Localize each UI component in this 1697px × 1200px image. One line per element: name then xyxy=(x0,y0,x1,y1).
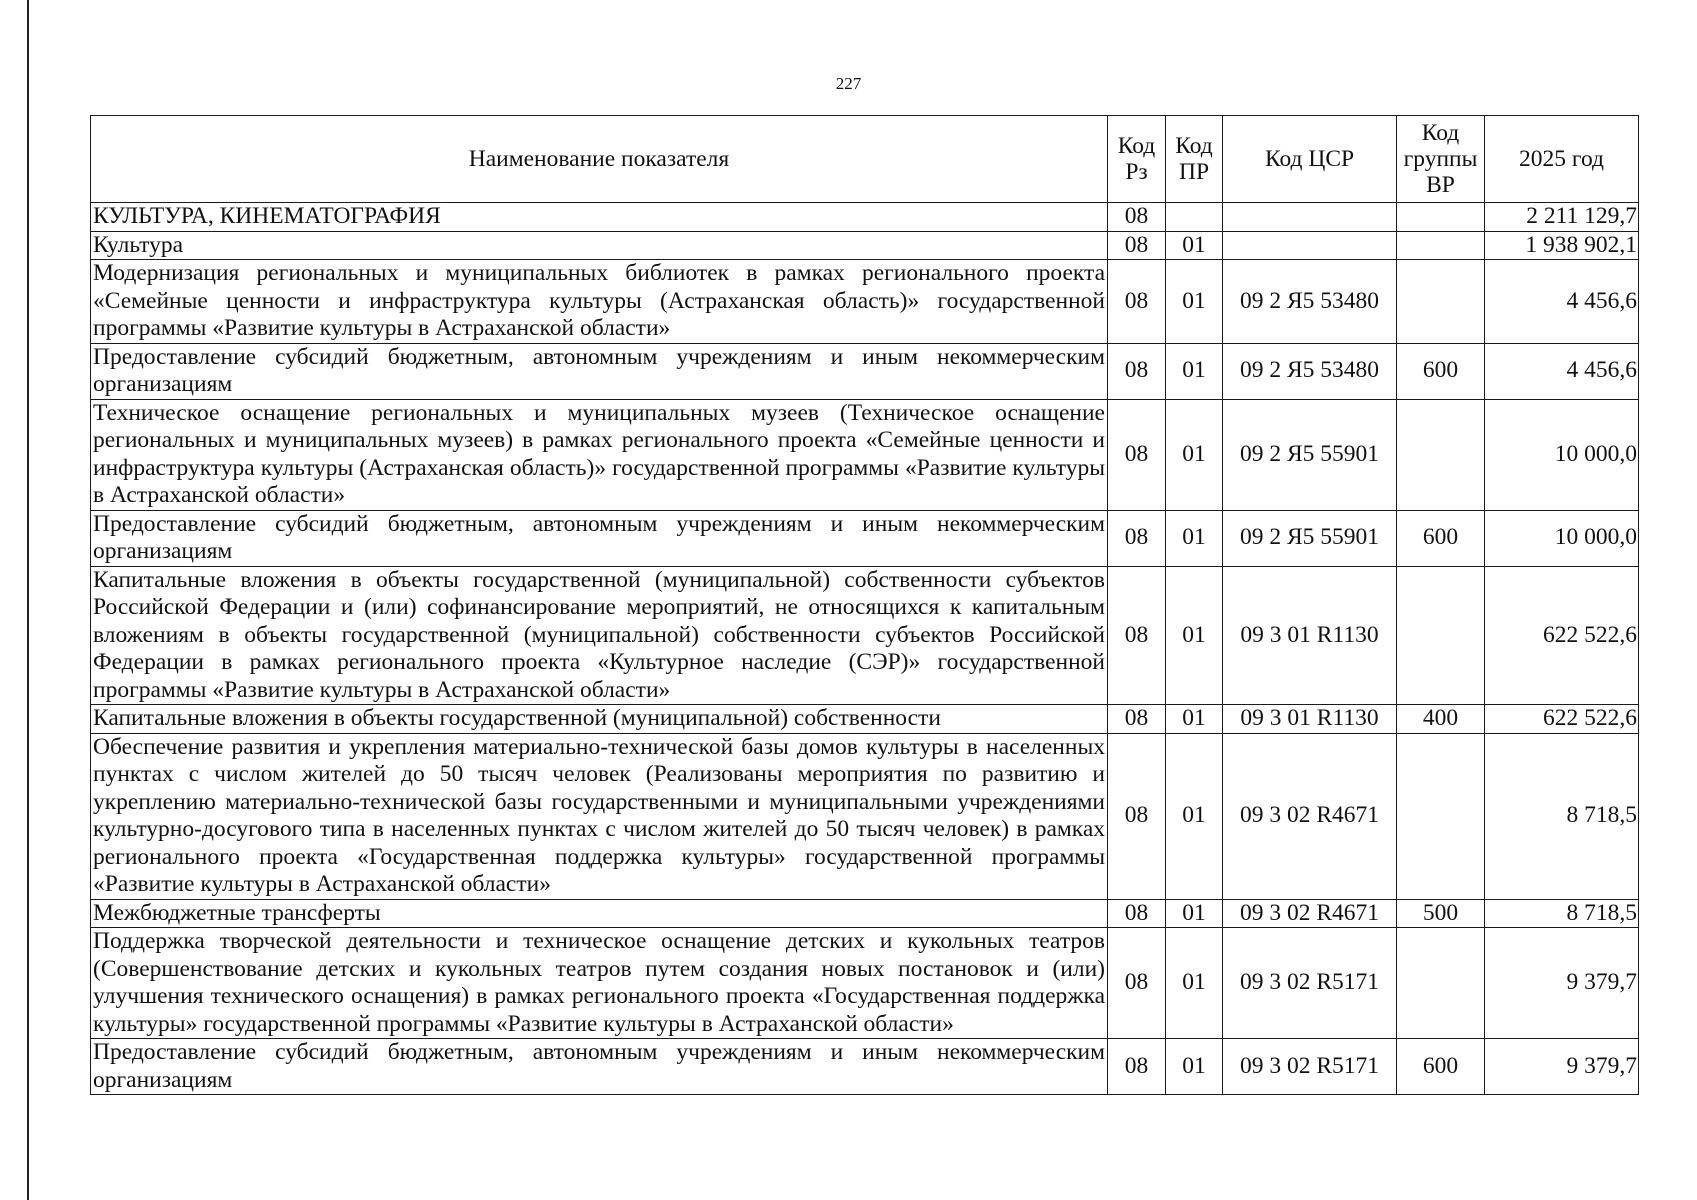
cell-csr: 09 2 Я5 55901 xyxy=(1223,399,1397,510)
cell-vr xyxy=(1397,203,1485,232)
table-row xyxy=(91,899,1639,928)
cell-csr: 09 2 Я5 53480 xyxy=(1223,343,1397,399)
cell-pr: 01 xyxy=(1166,1039,1223,1095)
cell-amount: 622 522,6 xyxy=(1485,705,1639,734)
cell-name: Культура xyxy=(91,231,1108,260)
cell-vr xyxy=(1397,733,1485,899)
header-name: Наименование показателя xyxy=(91,116,1108,203)
cell-amount: 9 379,7 xyxy=(1485,1039,1639,1095)
cell-csr: 09 2 Я5 55901 xyxy=(1223,510,1397,566)
cell-pr: 01 xyxy=(1166,343,1223,399)
cell-amount: 10 000,0 xyxy=(1485,510,1639,566)
cell-amount: 2 211 129,7 xyxy=(1485,203,1639,232)
cell-name: Капитальные вложения в объекты государственной (муниципальной) собственности xyxy=(91,705,1108,734)
table-header xyxy=(91,116,1639,203)
cell-csr: 09 3 02 R4671 xyxy=(1223,899,1397,928)
table-row xyxy=(91,1039,1639,1095)
cell-rz: 08 xyxy=(1108,928,1166,1039)
header-amount: 2025 год xyxy=(1485,116,1639,203)
header-rz xyxy=(1108,116,1166,203)
cell-name: Предоставление субсидий бюджетным, автономным учреждениям и иным некоммерческим организациям xyxy=(91,343,1108,399)
budget-table xyxy=(90,115,1639,1095)
cell-name: Обеспечение развития и укрепления материально-технической базы домов культуры в населенных пунктах с числом жителей до 50 тысяч человек (Реализованы мероприятия по развитию и укреплению материально-технической базы государственными и муниципальными учреждениями культурно-досугового типа в населенных пунктах с числом жителей до 50 тысяч человек) в рамках регионального проекта «Государственная поддержка культуры» государственной программы «Развитие культуры в Астраханской области» xyxy=(91,733,1108,899)
table-row xyxy=(91,399,1639,510)
cell-rz: 08 xyxy=(1108,260,1166,344)
cell-amount: 10 000,0 xyxy=(1485,399,1639,510)
cell-name: Межбюджетные трансферты xyxy=(91,899,1108,928)
cell-pr xyxy=(1166,203,1223,232)
cell-amount: 622 522,6 xyxy=(1485,566,1639,705)
table-row xyxy=(91,231,1639,260)
cell-rz: 08 xyxy=(1108,899,1166,928)
cell-vr: 600 xyxy=(1397,510,1485,566)
cell-pr: 01 xyxy=(1166,928,1223,1039)
cell-vr xyxy=(1397,260,1485,344)
table-row xyxy=(91,566,1639,705)
header-pr xyxy=(1166,116,1223,203)
cell-amount: 8 718,5 xyxy=(1485,733,1639,899)
cell-name: Предоставление субсидий бюджетным, автономным учреждениям и иным некоммерческим организациям xyxy=(91,510,1108,566)
cell-pr: 01 xyxy=(1166,566,1223,705)
table-row xyxy=(91,510,1639,566)
cell-amount: 9 379,7 xyxy=(1485,928,1639,1039)
cell-csr xyxy=(1223,231,1397,260)
cell-csr: 09 2 Я5 53480 xyxy=(1223,260,1397,344)
cell-rz: 08 xyxy=(1108,1039,1166,1095)
cell-rz: 08 xyxy=(1108,733,1166,899)
cell-pr: 01 xyxy=(1166,260,1223,344)
cell-vr xyxy=(1397,399,1485,510)
header-rz-line-2: Рз xyxy=(1125,159,1148,185)
cell-pr: 01 xyxy=(1166,733,1223,899)
cell-vr: 500 xyxy=(1397,899,1485,928)
cell-rz: 08 xyxy=(1108,231,1166,260)
header-vr xyxy=(1397,116,1485,203)
table-body xyxy=(91,203,1639,1095)
cell-amount: 4 456,6 xyxy=(1485,343,1639,399)
table-row xyxy=(91,343,1639,399)
cell-pr: 01 xyxy=(1166,899,1223,928)
cell-rz: 08 xyxy=(1108,510,1166,566)
cell-amount: 1 938 902,1 xyxy=(1485,231,1639,260)
cell-csr: 09 3 01 R1130 xyxy=(1223,705,1397,734)
cell-name: КУЛЬТУРА, КИНЕМАТОГРАФИЯ xyxy=(91,203,1108,232)
cell-rz: 08 xyxy=(1108,203,1166,232)
cell-vr: 600 xyxy=(1397,343,1485,399)
cell-pr: 01 xyxy=(1166,231,1223,260)
cell-name: Предоставление субсидий бюджетным, автономным учреждениям и иным некоммерческим организациям xyxy=(91,1039,1108,1095)
header-rz-line-1: Код xyxy=(1117,133,1156,159)
cell-rz: 08 xyxy=(1108,705,1166,734)
cell-pr: 01 xyxy=(1166,399,1223,510)
header-row xyxy=(91,116,1639,203)
cell-name: Капитальные вложения в объекты государственной (муниципальной) собственности субъектов Российской Федерации и (или) софинансирование мероприятий, не относящихся к капитальным вложениям в объекты государственной (муниципальной) собственности субъектов Российской Федерации в рамках регионального проекта «Культурное наследие (СЭР)» государственной программы «Развитие культуры в Астраханской области» xyxy=(91,566,1108,705)
table-row xyxy=(91,928,1639,1039)
cell-name: Техническое оснащение региональных и муниципальных музеев (Техническое оснащение региональных и муниципальных музеев) в рамках регионального проекта «Семейные ценности и инфраструктура культуры (Астраханская область)» государственной программы «Развитие культуры в Астраханской области» xyxy=(91,399,1108,510)
cell-pr: 01 xyxy=(1166,705,1223,734)
header-vr-line-2: группы xyxy=(1403,146,1478,172)
table-row xyxy=(91,260,1639,344)
cell-vr xyxy=(1397,231,1485,260)
header-csr: Код ЦСР xyxy=(1223,116,1397,203)
header-vr-line-3: ВР xyxy=(1426,172,1455,198)
cell-pr: 01 xyxy=(1166,510,1223,566)
cell-vr: 400 xyxy=(1397,705,1485,734)
header-vr-line-1: Код xyxy=(1421,120,1460,146)
cell-csr: 09 3 01 R1130 xyxy=(1223,566,1397,705)
cell-rz: 08 xyxy=(1108,343,1166,399)
page-number: 227 xyxy=(835,74,862,93)
header-pr-line-2: ПР xyxy=(1178,159,1210,185)
cell-name: Модернизация региональных и муниципальных библиотек в рамках регионального проекта «Семейные ценности и инфраструктура культуры (Астраханская область)» государственной программы «Развитие культуры в Астраханской области» xyxy=(91,260,1108,344)
cell-csr: 09 3 02 R4671 xyxy=(1223,733,1397,899)
table-row xyxy=(91,733,1639,899)
cell-csr: 09 3 02 R5171 xyxy=(1223,1039,1397,1095)
cell-csr xyxy=(1223,203,1397,232)
page-binding-line xyxy=(27,0,29,1200)
cell-amount: 8 718,5 xyxy=(1485,899,1639,928)
cell-vr xyxy=(1397,566,1485,705)
table-row xyxy=(91,705,1639,734)
header-pr-line-1: Код xyxy=(1175,133,1213,159)
cell-name: Поддержка творческой деятельности и техническое оснащение детских и кукольных театров (Совершенствование детских и кукольных театров путем создания новых постановок и (или) улучшения технического оснащения) в рамках регионального проекта «Государственная поддержка культуры» государственной программы «Развитие культуры в Астраханской области» xyxy=(91,928,1108,1039)
cell-amount: 4 456,6 xyxy=(1485,260,1639,344)
table-row xyxy=(91,203,1639,232)
cell-csr: 09 3 02 R5171 xyxy=(1223,928,1397,1039)
cell-vr: 600 xyxy=(1397,1039,1485,1095)
cell-vr xyxy=(1397,928,1485,1039)
cell-rz: 08 xyxy=(1108,566,1166,705)
cell-rz: 08 xyxy=(1108,399,1166,510)
